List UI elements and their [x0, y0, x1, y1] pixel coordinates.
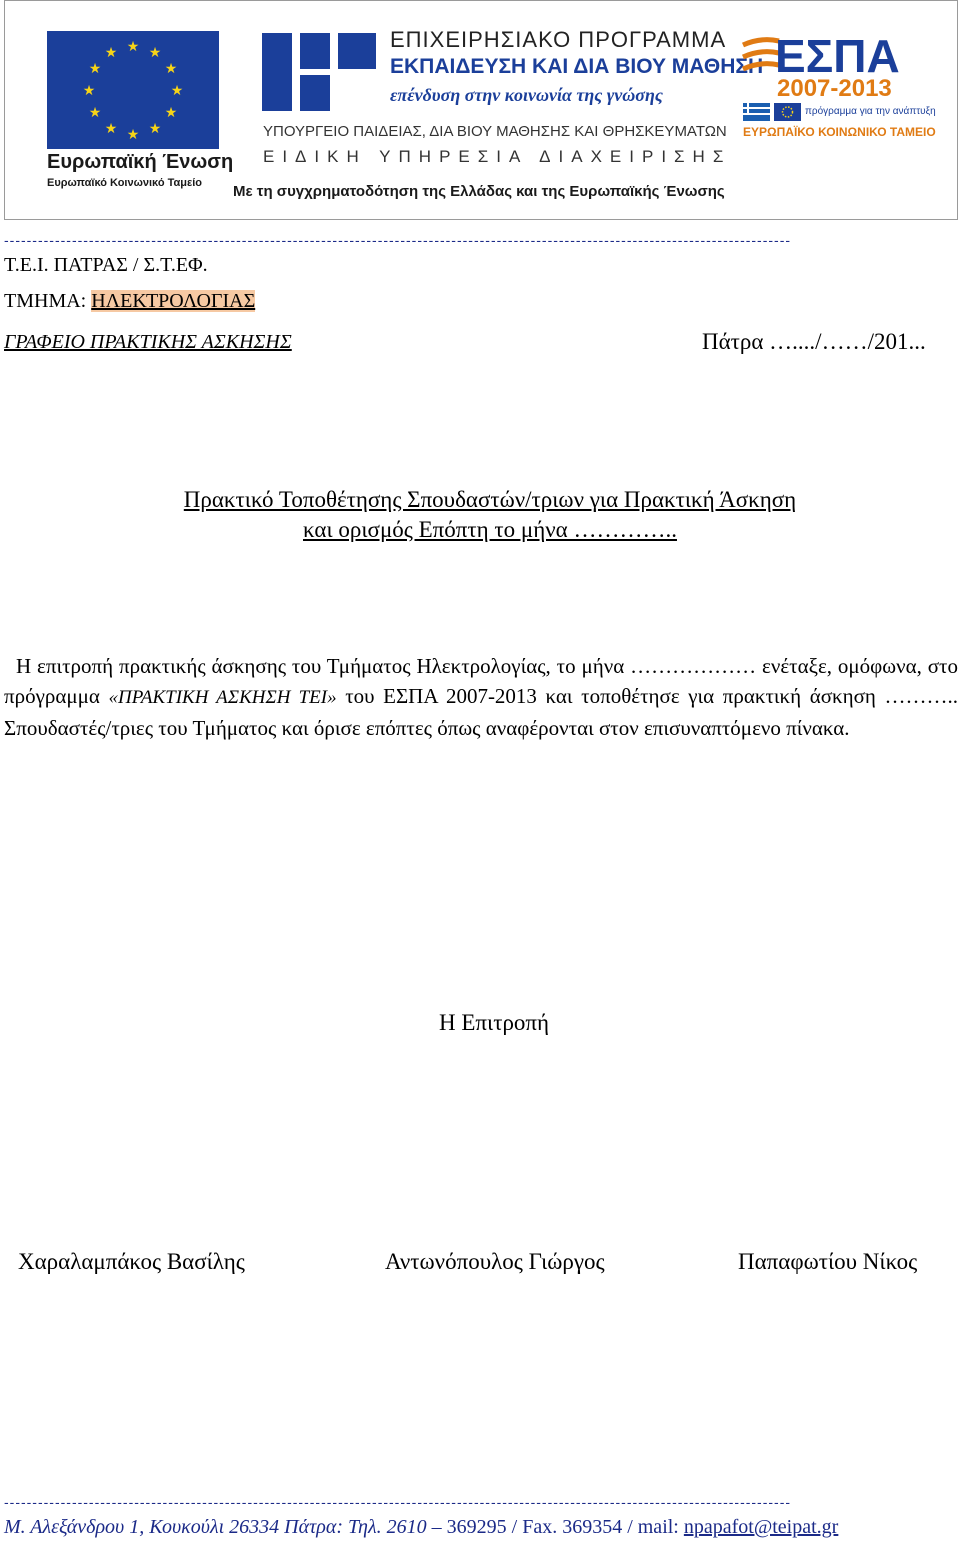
program-line2: ΕΚΠΑΙΔΕΥΣΗ ΚΑΙ ΔΙΑ ΒΙΟΥ ΜΑΘΗΣΗ	[390, 55, 764, 78]
program-logo-icon	[260, 31, 380, 113]
svg-text:★: ★	[104, 45, 118, 61]
greece-eu-flags-icon	[743, 103, 803, 121]
svg-text:★: ★	[88, 105, 102, 121]
department-label: ΤΜΗΜΑ:	[4, 290, 92, 312]
footer-contact	[4, 1516, 838, 1539]
cofunding-banner	[4, 0, 958, 220]
svg-text:★: ★	[82, 83, 96, 99]
body-part1: Η επιτροπή πρακτικής άσκησης του Τμήματος Ηλεκτρολογίας, το μήνα ……………… ενέταξε, ομόφωνα, στο πρόγραμμα	[4, 654, 958, 708]
program-line1: ΕΠΙΧΕΙΡΗΣΙΑΚΟ ΠΡΟΓΡΑΜΜΑ	[390, 27, 727, 52]
espa-program: πρόγραμμα για την ανάπτυξη	[805, 106, 936, 117]
svg-text:★: ★	[170, 83, 184, 99]
committee-member: Αντωνόπουλος Γιώργος	[385, 1249, 605, 1274]
ministry-name: ΥΠΟΥΡΓΕΙΟ ΠΑΙΔΕΙΑΣ, ΔΙΑ ΒΙΟΥ ΜΑΘΗΣΗΣ ΚΑΙ ΘΡΗΣΚΕΥΜΑΤΩΝ	[263, 123, 727, 140]
footer-email-link[interactable]: npapafot@teipat.gr	[683, 1516, 839, 1538]
cofunding-statement: Με τη συγχρηματοδότηση της Ελλάδας και της Ευρωπαϊκής Ένωσης	[233, 183, 725, 200]
eu-subtitle: Ευρωπαϊκό Κοινωνικό Ταμείο	[47, 177, 202, 189]
body-paragraph	[4, 651, 958, 743]
eu-title: Ευρωπαϊκή Ένωση	[47, 151, 234, 173]
espa-title: ΕΣΠΑ	[775, 30, 900, 82]
svg-text:★: ★	[148, 121, 162, 137]
committee-member: Χαραλαμπάκος Βασίλης	[18, 1249, 245, 1274]
svg-text:★: ★	[148, 45, 162, 61]
program-name: «ΠΡΑΚΤΙΚΗ ΑΣΚΗΣΗ ΤΕΙ»	[108, 687, 337, 708]
bottom-dashed-rule: -------------------------------------------------------------------------------------------------------------------------------------------	[4, 1496, 792, 1508]
institution-name: Τ.Ε.Ι. ΠΑΤΡΑΣ / Σ.Τ.ΕΦ.	[4, 254, 208, 276]
svg-text:★: ★	[164, 61, 178, 77]
managing-service: ΕΙΔΙΚΗ ΥΠΗΡΕΣΙΑ ΔΙΑΧΕΙΡΙΣΗΣ	[263, 147, 732, 166]
body-part2: του ΕΣΠΑ 2007-2013 και τοποθέτησε για πρακτική άσκηση ……….. Σπουδαστές/τριες του Τμήματος και όρισε επόπτες όπως αναφέρονται στον επισυναπτόμενο πίνακα.	[4, 684, 958, 740]
committee-heading: Η Επιτροπή	[439, 1010, 550, 1035]
office-name: ΓΡΑΦΕΙΟ ΠΡΑΚΤΙΚΗΣ ΑΣΚΗΣΗΣ	[4, 331, 292, 353]
svg-text:★: ★	[88, 61, 102, 77]
svg-text:★: ★	[126, 127, 140, 143]
footer-phone-number: – 369295	[431, 1516, 507, 1538]
place-date: Πάτρα …..../……/201...	[702, 329, 926, 354]
svg-text:★: ★	[164, 105, 178, 121]
footer-fax: / Fax. 369354 / mail:	[506, 1516, 684, 1538]
top-dashed-rule: -------------------------------------------------------------------------------------------------------------------------------------------	[4, 234, 792, 246]
committee-member: Παπαφωτίου Νίκος	[738, 1249, 918, 1274]
espa-fund: ΕΥΡΩΠΑΪΚΟ ΚΟΙΝΩΝΙΚΟ ΤΑΜΕΙΟ	[743, 125, 936, 139]
svg-text:★: ★	[104, 121, 118, 137]
document-title-line2: και ορισμός Επόπτη το μήνα …………..	[303, 517, 677, 542]
espa-years: 2007-2013	[777, 75, 892, 102]
eu-flag-icon	[47, 31, 219, 149]
footer-address: Μ. Αλεξάνδρου 1, Κουκούλι 26334 Πάτρα	[4, 1516, 337, 1538]
document-title-line1: Πρακτικό Τοποθέτησης Σπουδαστών/τριων για Πρακτική Άσκηση	[183, 487, 797, 512]
footer-phone-label: : Τηλ. 2610	[336, 1516, 432, 1538]
program-slogan: επένδυση στην κοινωνία της γνώσης	[390, 85, 663, 105]
svg-text:★: ★	[126, 39, 140, 55]
department-line	[4, 290, 255, 313]
department-name: ΗΛΕΚΤΡΟΛΟΓΙΑΣ	[91, 290, 256, 312]
